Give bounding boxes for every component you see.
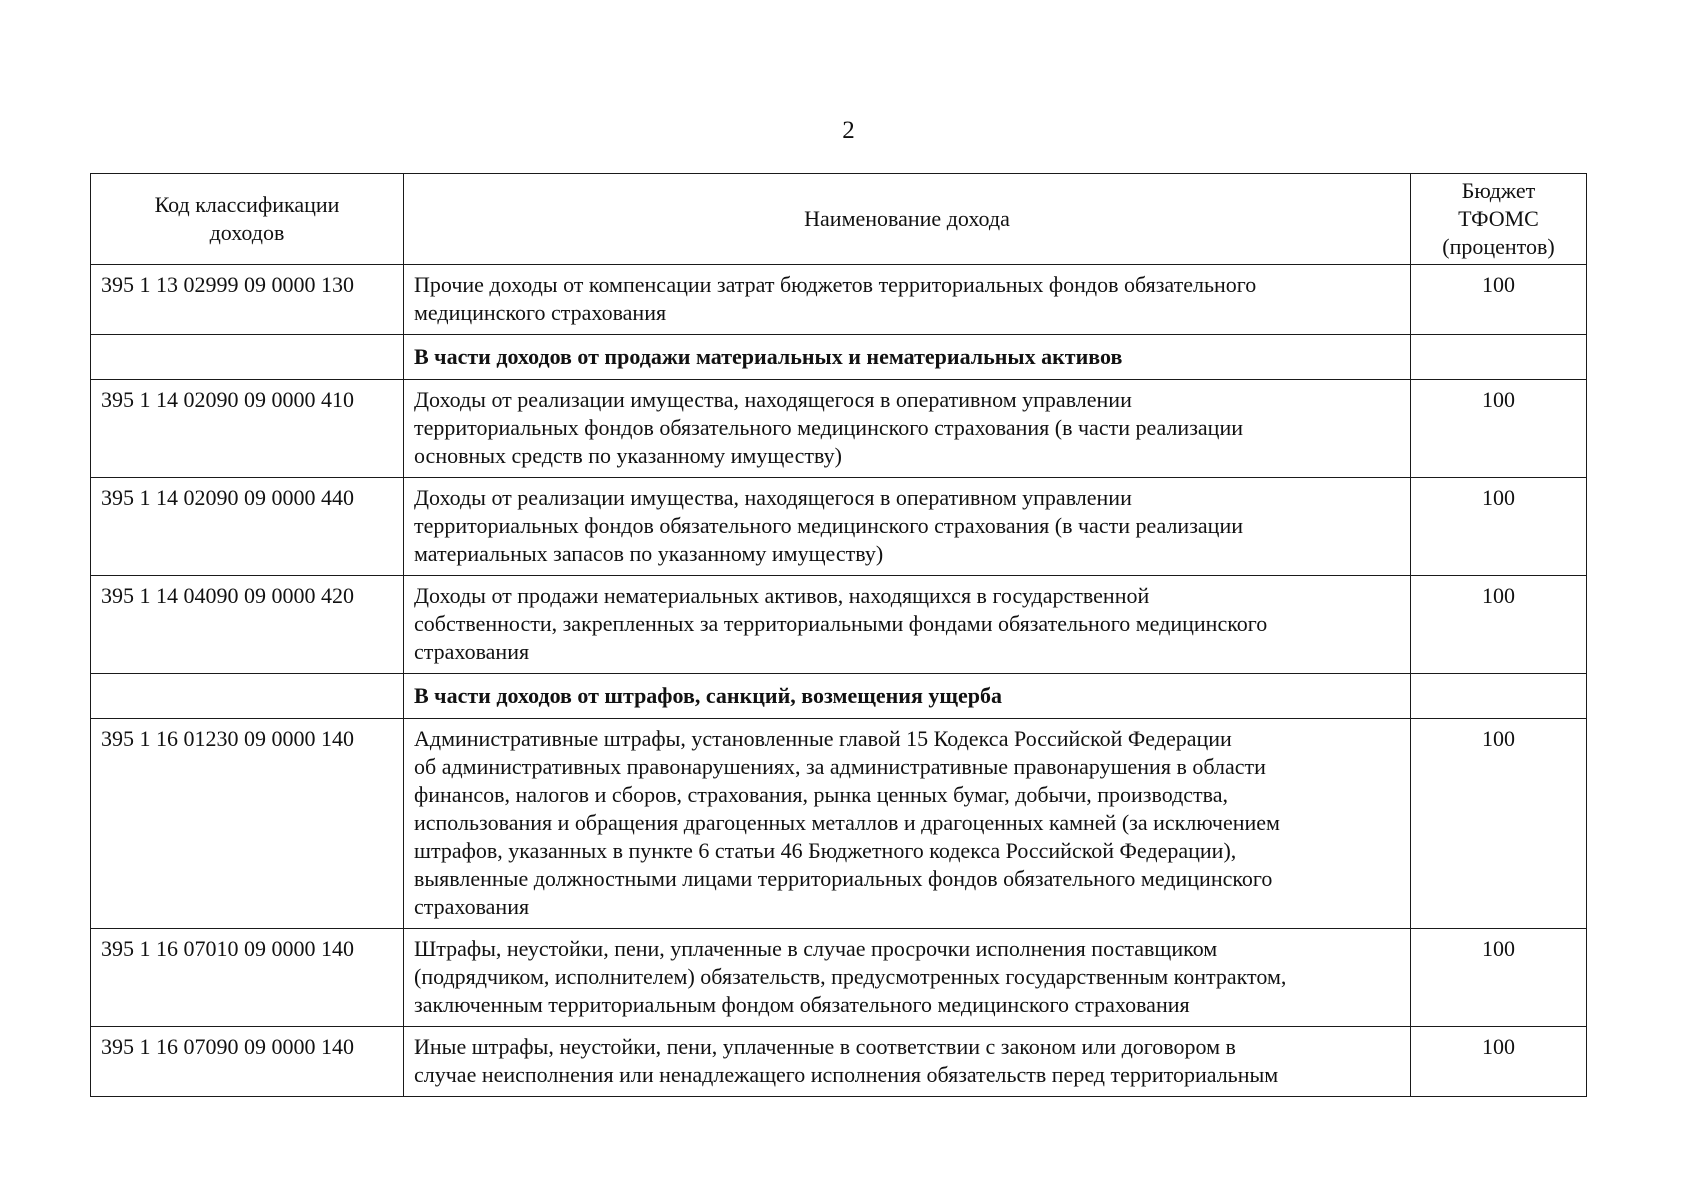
header-percent xyxy=(1411,174,1587,265)
table-header xyxy=(91,174,1587,265)
header-name-text: Наименование дохода xyxy=(804,206,1010,231)
section-title-cell: В части доходов от продажи материальных и нематериальных активов xyxy=(404,335,1411,380)
header-code-text: Код классификации доходов xyxy=(154,192,340,245)
income-name-cell: Прочие доходы от компенсации затрат бюджетов территориальных фондов обязательного медицинского страхования xyxy=(404,265,1411,335)
income-name-cell: Доходы от реализации имущества, находящегося в оперативном управлении территориальных фондов обязательного медицинского страхования (в части реализации материальных запасов по указанному имуществу) xyxy=(404,478,1411,576)
table-row xyxy=(91,478,1587,576)
percent-cell: 100 xyxy=(1411,265,1587,335)
income-name-cell: Доходы от продажи нематериальных активов, находящихся в государственной собственности, закрепленных за территориальными фондами обязательного медицинского страхования xyxy=(404,576,1411,674)
income-code-cell xyxy=(91,674,404,719)
income-code-cell: 395 1 16 07090 09 0000 140 xyxy=(91,1027,404,1097)
percent-cell xyxy=(1411,335,1587,380)
percent-cell: 100 xyxy=(1411,719,1587,929)
header-percent-text: Бюджет ТФОМС (процентов) xyxy=(1442,178,1555,259)
header-row xyxy=(91,174,1587,265)
income-name-cell: Административные штрафы, установленные главой 15 Кодекса Российской Федерации об административных правонарушениях, за административные правонарушения в области финансов, налогов и сборов, страхования, рынка ценных бумаг, добычи, производства, использования и обращения драгоценных металлов и драгоценных камней (за исключением штрафов, указанных в пункте 6 статьи 46 Бюджетного кодекса Российской Федерации), выявленные должностными лицами территориальных фондов обязательного медицинского страхования xyxy=(404,719,1411,929)
table-row xyxy=(91,719,1587,929)
table-body xyxy=(91,265,1587,1097)
percent-cell: 100 xyxy=(1411,380,1587,478)
income-code-cell: 395 1 14 02090 09 0000 410 xyxy=(91,380,404,478)
income-name-cell: Штрафы, неустойки, пени, уплаченные в случае просрочки исполнения поставщиком (подрядчиком, исполнителем) обязательств, предусмотренных государственным контрактом, заключенным территориальным фондом обязательного медицинского страхования xyxy=(404,929,1411,1027)
income-code-cell: 395 1 14 04090 09 0000 420 xyxy=(91,576,404,674)
income-name-cell: Доходы от реализации имущества, находящегося в оперативном управлении территориальных фондов обязательного медицинского страхования (в части реализации основных средств по указанному имуществу) xyxy=(404,380,1411,478)
income-name-cell: Иные штрафы, неустойки, пени, уплаченные в соответствии с законом или договором в случае неисполнения или ненадлежащего исполнения обязательств перед территориальным xyxy=(404,1027,1411,1097)
header-name xyxy=(404,174,1411,265)
page-number: 2 xyxy=(842,117,855,144)
table-row xyxy=(91,265,1587,335)
section-row xyxy=(91,335,1587,380)
income-code-cell: 395 1 16 07010 09 0000 140 xyxy=(91,929,404,1027)
table-row xyxy=(91,1027,1587,1097)
income-code-cell: 395 1 13 02999 09 0000 130 xyxy=(91,265,404,335)
table-row xyxy=(91,576,1587,674)
percent-cell: 100 xyxy=(1411,576,1587,674)
income-code-cell xyxy=(91,335,404,380)
header-code xyxy=(91,174,404,265)
table-row xyxy=(91,380,1587,478)
section-title-cell: В части доходов от штрафов, санкций, возмещения ущерба xyxy=(404,674,1411,719)
percent-cell: 100 xyxy=(1411,478,1587,576)
income-code-cell: 395 1 14 02090 09 0000 440 xyxy=(91,478,404,576)
percent-cell xyxy=(1411,674,1587,719)
table-row xyxy=(91,929,1587,1027)
income-classification-table xyxy=(90,173,1587,1097)
percent-cell: 100 xyxy=(1411,1027,1587,1097)
percent-cell: 100 xyxy=(1411,929,1587,1027)
section-row xyxy=(91,674,1587,719)
income-code-cell: 395 1 16 01230 09 0000 140 xyxy=(91,719,404,929)
